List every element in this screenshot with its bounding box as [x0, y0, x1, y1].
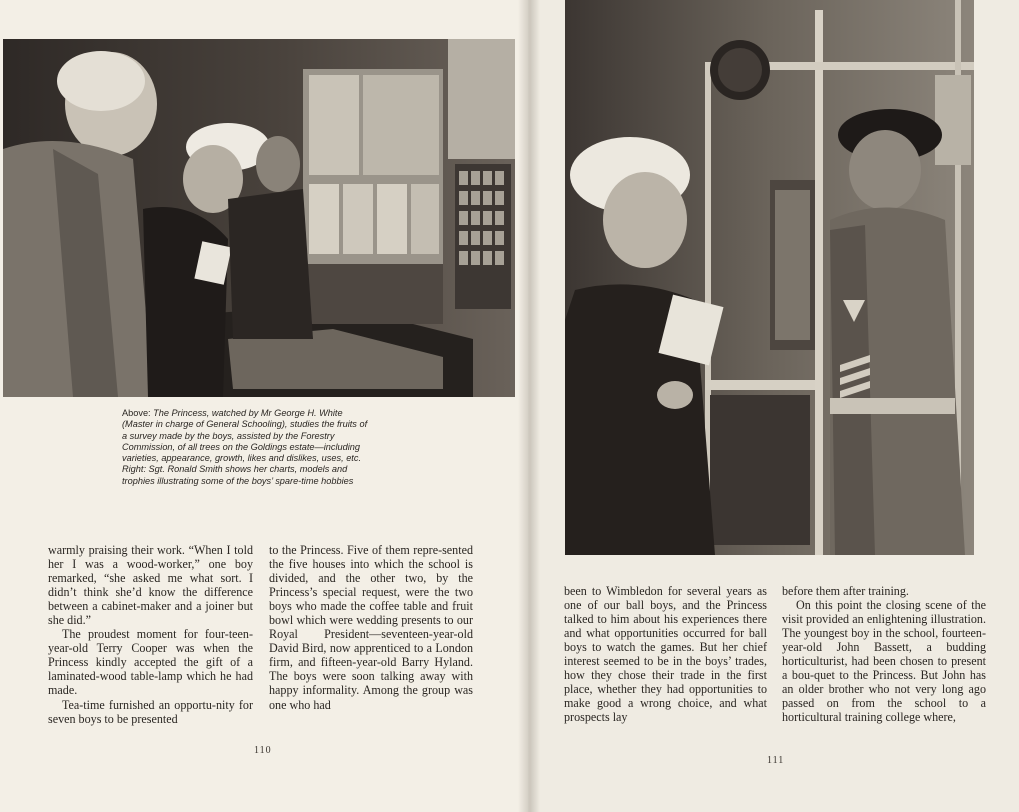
caption-lead: Above:: [122, 408, 151, 418]
photo-sergeant-showing-charts: [565, 0, 974, 555]
paragraph: On this point the closing scene of the visit provided an enlightening illustration. The youngest boy in the school, fourteen-year-old John Bassett, a budding horticulturist, had been chosen to present a bou-quet to the Princess. But John has an older brother who not very long ago passed on from the school to a horticultural training college where,: [782, 598, 986, 725]
paragraph: been to Wimbledon for several years as one of our ball boys, and the Princess talked to him about his experiences there and what opportunities occurred for ball boys to watch the games. But her chief interest seemed to be in the boys’ trades, how they chose their trade in the first place, whether they had opportunities to make good a wrong choice, and what prospects lay: [564, 584, 767, 725]
text-column-1: [48, 543, 253, 726]
photo-caption: [122, 408, 372, 487]
text-column-2: [269, 543, 473, 712]
text-column-4: [782, 584, 986, 724]
paragraph: The proudest moment for four-teen-year-old Terry Cooper was when the Princess kindly accepted the gift of a laminated-wood table-lamp which he had made.: [48, 627, 253, 698]
text-column-3: [564, 584, 767, 724]
paragraph: to the Princess. Five of them repre-sented the five houses into which the school is divided, and the other two, by the Princess’s special request, were the two boys who made the coffee table and fruit bowl which were wedding presents to our Royal President—seventeen-year-old David Bird, now apprenticed to a London firm, and fifteen-year-old Barry Hyland. The boys were soon talking away with happy informality. Among the group was one who had: [269, 543, 473, 712]
paragraph: Tea-time furnished an opportu-nity for seven boys to be presented: [48, 697, 253, 726]
book-gutter: [518, 0, 540, 812]
page-number-left: 110: [254, 745, 272, 756]
paragraph: before them after training.: [782, 584, 909, 598]
photo-princess-viewing-survey: [3, 39, 515, 397]
caption-text: The Princess, watched by Mr George H. White (Master in charge of General Schooling), studies the fruits of a survey made by the boys, assisted by the Forestry Commission, of all trees on the Goldings estate—including varieties, appearance, growth, likes and dislikes, uses, etc. Right: Sgt. Ronald Smith shows her charts, models and trophies illustrating some of the boys’ spare-time hobbies: [122, 408, 368, 486]
paragraph: warmly praising their work. “When I told her I was a wood-worker,” one boy remarked, “she asked me what sort. I didn’t think she’d know the difference between a cabinet-maker and a joiner but she did.”: [48, 543, 253, 628]
page-number-right: 111: [767, 755, 785, 766]
